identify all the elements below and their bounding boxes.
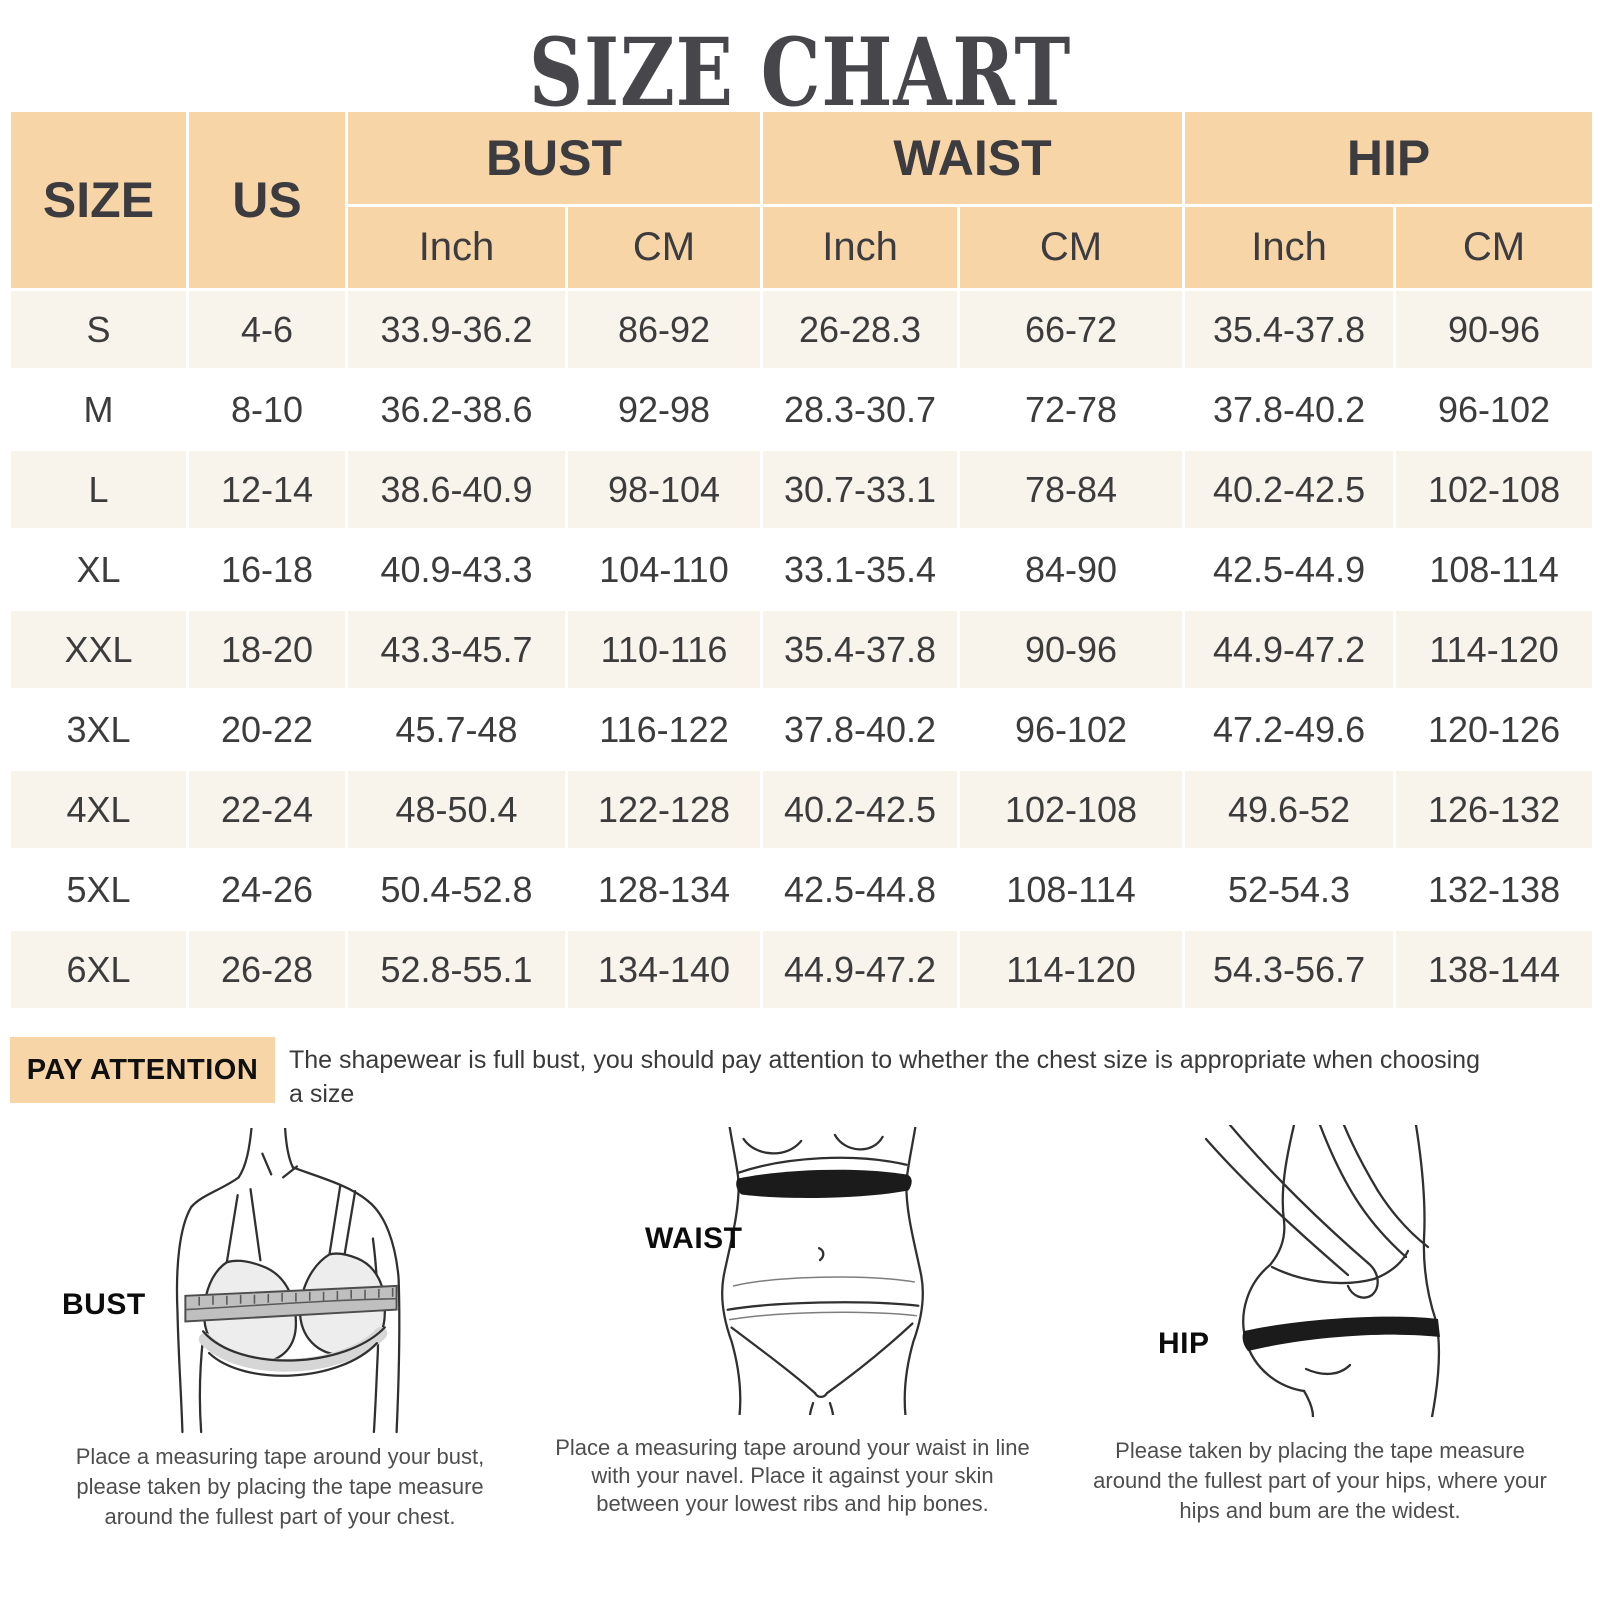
cell-hip-inch: 49.6-52 [1184, 770, 1395, 850]
cell-hip-cm: 132-138 [1395, 850, 1594, 930]
bust-caption: Place a measuring tape around your bust, please taken by placing the tape measure around the fullest part of your chest. [75, 1444, 485, 1529]
bust-label: BUST [62, 1288, 146, 1321]
table-row [10, 450, 1594, 530]
size-chart-table [8, 109, 1595, 1011]
cell-hip-inch: 44.9-47.2 [1184, 610, 1395, 690]
cell-size: 4XL [10, 770, 188, 850]
waist-figure [715, 1127, 930, 1415]
cell-waist-cm: 78-84 [959, 450, 1184, 530]
header-bust-inch: Inch [347, 206, 567, 290]
waist-label: WAIST [645, 1222, 743, 1255]
cell-bust-cm: 110-116 [567, 610, 762, 690]
cell-us: 24-26 [188, 850, 347, 930]
cell-hip-cm: 126-132 [1395, 770, 1594, 850]
cell-size: S [10, 290, 188, 370]
cell-hip-inch: 35.4-37.8 [1184, 290, 1395, 370]
cell-waist-cm: 102-108 [959, 770, 1184, 850]
cell-bust-inch: 33.9-36.2 [347, 290, 567, 370]
cell-us: 4-6 [188, 290, 347, 370]
measuring-guides [0, 1112, 1600, 1544]
cell-size: XXL [10, 610, 188, 690]
cell-hip-cm: 138-144 [1395, 930, 1594, 1010]
cell-bust-inch: 38.6-40.9 [347, 450, 567, 530]
cell-us: 18-20 [188, 610, 347, 690]
cell-waist-inch: 40.2-42.5 [762, 770, 959, 850]
cell-size: 5XL [10, 850, 188, 930]
cell-hip-inch: 52-54.3 [1184, 850, 1395, 930]
cell-us: 12-14 [188, 450, 347, 530]
hip-caption: Please taken by placing the tape measure around the fullest part of your hips, where your hips and bum are the widest. [1093, 1438, 1547, 1523]
cell-waist-cm: 90-96 [959, 610, 1184, 690]
cell-hip-inch: 47.2-49.6 [1184, 690, 1395, 770]
cell-hip-inch: 40.2-42.5 [1184, 450, 1395, 530]
attention-badge: PAY ATTENTION [10, 1037, 275, 1103]
cell-bust-inch: 45.7-48 [347, 690, 567, 770]
hip-figure [1178, 1125, 1484, 1417]
cell-us: 20-22 [188, 690, 347, 770]
attention-note: The shapewear is full bust, you should pay attention to whether the chest size is appropriate when choosing a size [289, 1046, 1480, 1108]
waist-caption: Place a measuring tape around your waist in line with your navel. Place it against your skin between your lowest ribs and hip bones. [555, 1435, 1030, 1516]
header-waist-inch: Inch [762, 206, 959, 290]
hip-label: HIP [1158, 1327, 1210, 1360]
table-row [10, 770, 1594, 850]
cell-waist-cm: 108-114 [959, 850, 1184, 930]
cell-waist-inch: 44.9-47.2 [762, 930, 959, 1010]
header-size: SIZE [10, 111, 188, 290]
cell-hip-cm: 108-114 [1395, 530, 1594, 610]
cell-us: 22-24 [188, 770, 347, 850]
cell-hip-inch: 54.3-56.7 [1184, 930, 1395, 1010]
cell-hip-cm: 114-120 [1395, 610, 1594, 690]
header-bust-cm: CM [567, 206, 762, 290]
cell-bust-inch: 52.8-55.1 [347, 930, 567, 1010]
cell-waist-inch: 26-28.3 [762, 290, 959, 370]
header-hip: HIP [1184, 111, 1594, 206]
cell-bust-inch: 43.3-45.7 [347, 610, 567, 690]
header-waist: WAIST [762, 111, 1184, 206]
cell-size: L [10, 450, 188, 530]
cell-waist-cm: 66-72 [959, 290, 1184, 370]
cell-us: 8-10 [188, 370, 347, 450]
cell-us: 26-28 [188, 930, 347, 1010]
header-hip-cm: CM [1395, 206, 1594, 290]
header-us: US [188, 111, 347, 290]
cell-hip-cm: 120-126 [1395, 690, 1594, 770]
cell-bust-cm: 98-104 [567, 450, 762, 530]
cell-waist-inch: 30.7-33.1 [762, 450, 959, 530]
cell-bust-cm: 122-128 [567, 770, 762, 850]
cell-hip-cm: 90-96 [1395, 290, 1594, 370]
cell-waist-inch: 28.3-30.7 [762, 370, 959, 450]
cell-hip-cm: 102-108 [1395, 450, 1594, 530]
cell-bust-inch: 48-50.4 [347, 770, 567, 850]
cell-bust-inch: 40.9-43.3 [347, 530, 567, 610]
cell-bust-cm: 92-98 [567, 370, 762, 450]
cell-bust-cm: 116-122 [567, 690, 762, 770]
cell-waist-cm: 84-90 [959, 530, 1184, 610]
cell-us: 16-18 [188, 530, 347, 610]
cell-waist-cm: 114-120 [959, 930, 1184, 1010]
cell-hip-inch: 42.5-44.9 [1184, 530, 1395, 610]
cell-bust-inch: 50.4-52.8 [347, 850, 567, 930]
attention-section [0, 1037, 1600, 1112]
cell-size: 3XL [10, 690, 188, 770]
table-row [10, 930, 1594, 1010]
cell-bust-inch: 36.2-38.6 [347, 370, 567, 450]
cell-size: 6XL [10, 930, 188, 1010]
cell-size: M [10, 370, 188, 450]
cell-waist-inch: 33.1-35.4 [762, 530, 959, 610]
table-row [10, 690, 1594, 770]
header-bust: BUST [347, 111, 762, 206]
hip-figure-icon [1178, 1125, 1484, 1417]
cell-waist-inch: 37.8-40.2 [762, 690, 959, 770]
cell-hip-cm: 96-102 [1395, 370, 1594, 450]
cell-waist-cm: 72-78 [959, 370, 1184, 450]
header-waist-cm: CM [959, 206, 1184, 290]
table-row [10, 850, 1594, 930]
cell-waist-inch: 35.4-37.8 [762, 610, 959, 690]
table-row [10, 610, 1594, 690]
cell-size: XL [10, 530, 188, 610]
cell-bust-cm: 128-134 [567, 850, 762, 930]
table-row [10, 290, 1594, 370]
cell-bust-cm: 86-92 [567, 290, 762, 370]
waist-figure-icon [715, 1127, 930, 1415]
page-title: SIZE CHART [528, 18, 1072, 128]
cell-waist-inch: 42.5-44.8 [762, 850, 959, 930]
table-row [10, 370, 1594, 450]
cell-waist-cm: 96-102 [959, 690, 1184, 770]
cell-bust-cm: 134-140 [567, 930, 762, 1010]
cell-hip-inch: 37.8-40.2 [1184, 370, 1395, 450]
table-row [10, 530, 1594, 610]
bust-figure-icon [150, 1128, 430, 1434]
bust-figure [150, 1128, 430, 1434]
cell-bust-cm: 104-110 [567, 530, 762, 610]
header-hip-inch: Inch [1184, 206, 1395, 290]
